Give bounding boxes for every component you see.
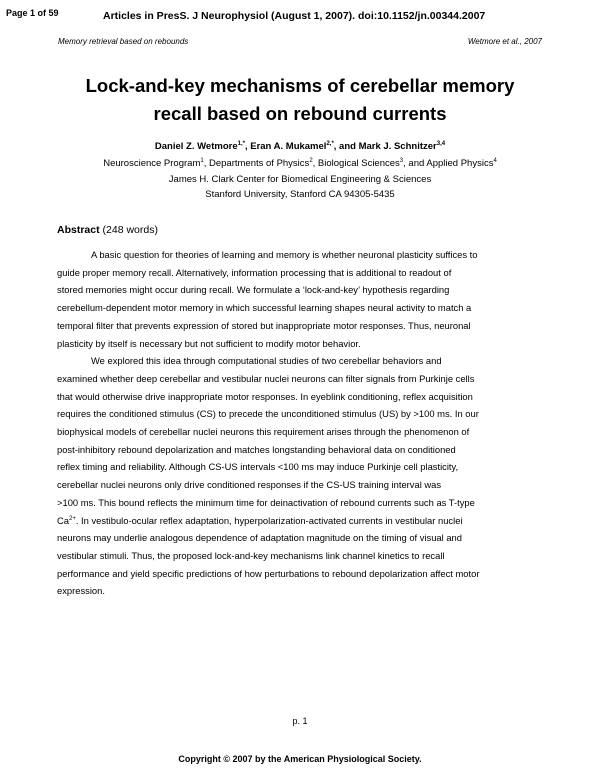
abstract-line: reflex timing and reliability. Although CS-US intervals <100 ms may induce Purkinje cell plasticity,: [57, 461, 459, 473]
author-2: , Eran A. Mukamel: [244, 141, 327, 152]
abstract-line: examined whether deep cerebellar and vestibular nuclei neurons can filter signals from Purkinje cells: [57, 372, 475, 384]
author-2-sup: 2,*: [326, 141, 334, 147]
abstract-line-ca: [57, 512, 546, 530]
abstract-line: guide proper memory recall. Alternatively, information processing that is additional to readout of: [57, 266, 452, 278]
abstract-line: requires the conditioned stimulus (CS) to precede the unconditioned stimulus (US) by >100 ms. In our: [57, 408, 479, 420]
running-authors: Wetmore et al., 2007: [467, 37, 542, 46]
abstract-line: >100 ms. This bound reflects the minimum time for deinactivation of rebound currents such as T-type: [57, 496, 475, 508]
abstract-line: biophysical models of cerebellar nuclei neurons this requirement arises through the phenomenon of: [57, 426, 470, 438]
abstract-line: stored memories might occur during recall. We formulate a ‘lock-and-key’ hypothesis regarding: [57, 284, 450, 296]
ca-charge: 2+: [68, 515, 76, 522]
page-number: p. 1: [292, 716, 308, 726]
paper-title: [40, 72, 560, 128]
abstract-line: expression.: [57, 585, 105, 597]
abstract-body: [57, 246, 546, 600]
abstract-line: cerebellum-dependent motor memory in which successful learning shapes neural activity to match a: [57, 302, 472, 314]
abstract-line: temporal filter that prevents expression of stored but inappropriate motor responses. Thus, neuronal: [57, 319, 471, 331]
ca-line-rest: . In vestibulo-ocular reflex adaptation, hyperpolarization-activated currents in vestibular nuclei: [75, 514, 463, 526]
affiliation-departments: [0, 156, 600, 172]
affil-sup-2: 2: [309, 158, 313, 164]
abstract-line: We explored this idea through computational studies of two cerebellar behaviors and: [91, 355, 442, 367]
abstract-line: that would otherwise drive inappropriate motor responses. In eyeblink conditioning, reflex acquisition: [57, 390, 473, 402]
abstract-word-count: (248 words): [99, 224, 158, 236]
author-1: Daniel Z. Wetmore: [154, 141, 238, 152]
author-3: , and Mark J. Schnitzer: [333, 141, 437, 152]
abstract-heading: [57, 224, 158, 236]
affil-part-2: , Departments of Physics: [203, 158, 310, 169]
title-line-1: Lock-and-key mechanisms of cerebellar memory: [85, 75, 515, 96]
running-title: Memory retrieval based on rebounds: [58, 37, 189, 46]
affil-part-3: , Biological Sciences: [312, 158, 400, 169]
author-1-sup: 1,*: [237, 141, 245, 147]
abstract-line: vestibular stimuli. Thus, the proposed lock-and-key mechanisms link channel kinetics to recall: [57, 549, 445, 561]
affil-sup-4: 4: [493, 158, 497, 164]
affil-sup-3: 3: [399, 158, 404, 164]
press-header: Articles in PresS. J Neurophysiol (August 1, 2007). doi:10.1152/jn.00344.2007: [103, 10, 486, 22]
page-count-label: Page 1 of 59: [6, 8, 59, 18]
abstract-line: A basic question for theories of learning and memory is whether neuronal plasticity suffices to: [91, 249, 478, 260]
affil-sup-1: 1: [200, 158, 204, 164]
affil-part-4: , and Applied Physics: [403, 158, 494, 169]
title-line-2: recall based on rebound currents: [153, 103, 447, 124]
author-3-sup: 3,4: [436, 141, 446, 147]
abstract-line: post-inhibitory rebound depolarization and matches longstanding behavioral data on conditioned: [57, 443, 456, 455]
abstract-label: Abstract: [57, 224, 100, 236]
abstract-line: performance and yield specific predictions of how perturbations to rebound depolarization affect motor: [57, 567, 480, 579]
author-list: [0, 141, 600, 152]
abstract-line: cerebellar nuclei neurons only drive conditioned responses if the CS-US training interval was: [57, 479, 442, 491]
abstract-line: plasticity by itself is necessary but not sufficient to modify motor behavior.: [57, 337, 361, 349]
copyright-notice: Copyright © 2007 by the American Physiological Society.: [178, 754, 422, 764]
ca-symbol: Ca: [57, 514, 69, 526]
affil-part-1: Neuroscience Program: [103, 158, 201, 169]
affiliation-center: James H. Clark Center for Biomedical Engineering & Sciences: [168, 174, 432, 185]
affiliation-university: Stanford University, Stanford CA 94305-5435: [205, 189, 395, 200]
abstract-line: neurons may underlie analogous dependence of adaptation magnitude on the timing of visual and: [57, 532, 462, 544]
